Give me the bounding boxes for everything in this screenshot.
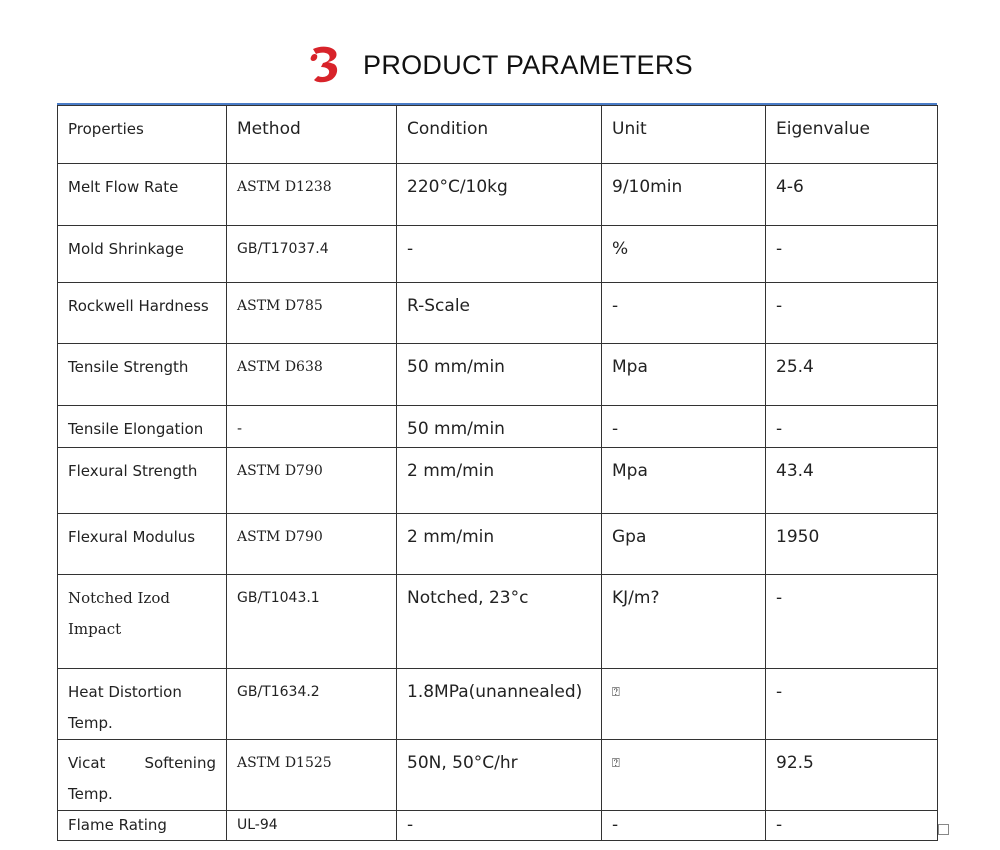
cell-unit: Mpa: [602, 344, 766, 406]
cell-property: Mold Shrinkage: [58, 226, 227, 283]
cell-method: ASTM D1238: [227, 164, 397, 226]
cell-condition: 2 mm/min: [397, 448, 602, 514]
cell-unit: -: [602, 811, 766, 841]
table-row: [58, 575, 938, 669]
table-row: [58, 811, 938, 841]
cell-unit: Gpa: [602, 514, 766, 575]
resize-handle-icon: [938, 824, 949, 835]
cell-method: ASTM D785: [227, 283, 397, 344]
cell-unit: %: [602, 226, 766, 283]
cell-condition: 50N, 50°C/hr: [397, 740, 602, 811]
table-row: [58, 448, 938, 514]
table-row: [58, 344, 938, 406]
cell-property: Heat Distortion Temp.: [58, 669, 227, 740]
cell-eigenvalue: 25.4: [766, 344, 938, 406]
cell-method: ASTM D1525: [227, 740, 397, 811]
column-header-condition: Condition: [397, 106, 602, 164]
cell-unit: KJ/m?: [602, 575, 766, 669]
cell-eigenvalue: 1950: [766, 514, 938, 575]
cell-property: Tensile Elongation: [58, 406, 227, 448]
cell-method: ASTM D638: [227, 344, 397, 406]
cell-condition: -: [397, 811, 602, 841]
cell-method: ASTM D790: [227, 448, 397, 514]
column-header-method: Method: [227, 106, 397, 164]
cell-condition: 1.8MPa(unannealed): [397, 669, 602, 740]
brand-logo-icon: [307, 45, 341, 85]
cell-property: Flexural Strength: [58, 448, 227, 514]
cell-condition: 50 mm/min: [397, 406, 602, 448]
cell-unit: ⍰: [602, 740, 766, 811]
page-header: [0, 40, 1000, 90]
cell-condition: -: [397, 226, 602, 283]
table-row: [58, 406, 938, 448]
cell-condition: 2 mm/min: [397, 514, 602, 575]
cell-condition: R-Scale: [397, 283, 602, 344]
cell-method: GB/T1043.1: [227, 575, 397, 669]
column-header-properties: Properties: [58, 106, 227, 164]
table-row: [58, 669, 938, 740]
cell-eigenvalue: 4-6: [766, 164, 938, 226]
cell-eigenvalue: -: [766, 226, 938, 283]
cell-unit: Mpa: [602, 448, 766, 514]
cell-method: -: [227, 406, 397, 448]
table-row: [58, 514, 938, 575]
cell-unit: ⍰: [602, 669, 766, 740]
cell-property: Vicat Softening Temp.: [58, 740, 227, 811]
cell-unit: 9/10min: [602, 164, 766, 226]
cell-method: UL-94: [227, 811, 397, 841]
cell-property: Melt Flow Rate: [58, 164, 227, 226]
cell-eigenvalue: -: [766, 575, 938, 669]
cell-property: Notched Izod Impact: [58, 575, 227, 669]
column-header-unit: Unit: [602, 106, 766, 164]
cell-eigenvalue: 43.4: [766, 448, 938, 514]
cell-eigenvalue: -: [766, 669, 938, 740]
cell-condition: 50 mm/min: [397, 344, 602, 406]
cell-method: GB/T1634.2: [227, 669, 397, 740]
cell-unit: -: [602, 406, 766, 448]
product-parameters-table: [57, 105, 938, 841]
column-header-eigenvalue: Eigenvalue: [766, 106, 938, 164]
cell-method: ASTM D790: [227, 514, 397, 575]
cell-method: GB/T17037.4: [227, 226, 397, 283]
cell-property: Flexural Modulus: [58, 514, 227, 575]
table-header-row: [58, 106, 938, 164]
table-row: [58, 740, 938, 811]
cell-condition: 220°C/10kg: [397, 164, 602, 226]
table-row: [58, 283, 938, 344]
cell-property: Flame Rating: [58, 811, 227, 841]
table-row: [58, 226, 938, 283]
cell-eigenvalue: -: [766, 283, 938, 344]
cell-property: Rockwell Hardness: [58, 283, 227, 344]
cell-unit: -: [602, 283, 766, 344]
cell-eigenvalue: -: [766, 811, 938, 841]
cell-property: Tensile Strength: [58, 344, 227, 406]
cell-eigenvalue: 92.5: [766, 740, 938, 811]
page-title: PRODUCT PARAMETERS: [363, 49, 693, 80]
cell-eigenvalue: -: [766, 406, 938, 448]
cell-condition: Notched, 23°c: [397, 575, 602, 669]
table-row: [58, 164, 938, 226]
